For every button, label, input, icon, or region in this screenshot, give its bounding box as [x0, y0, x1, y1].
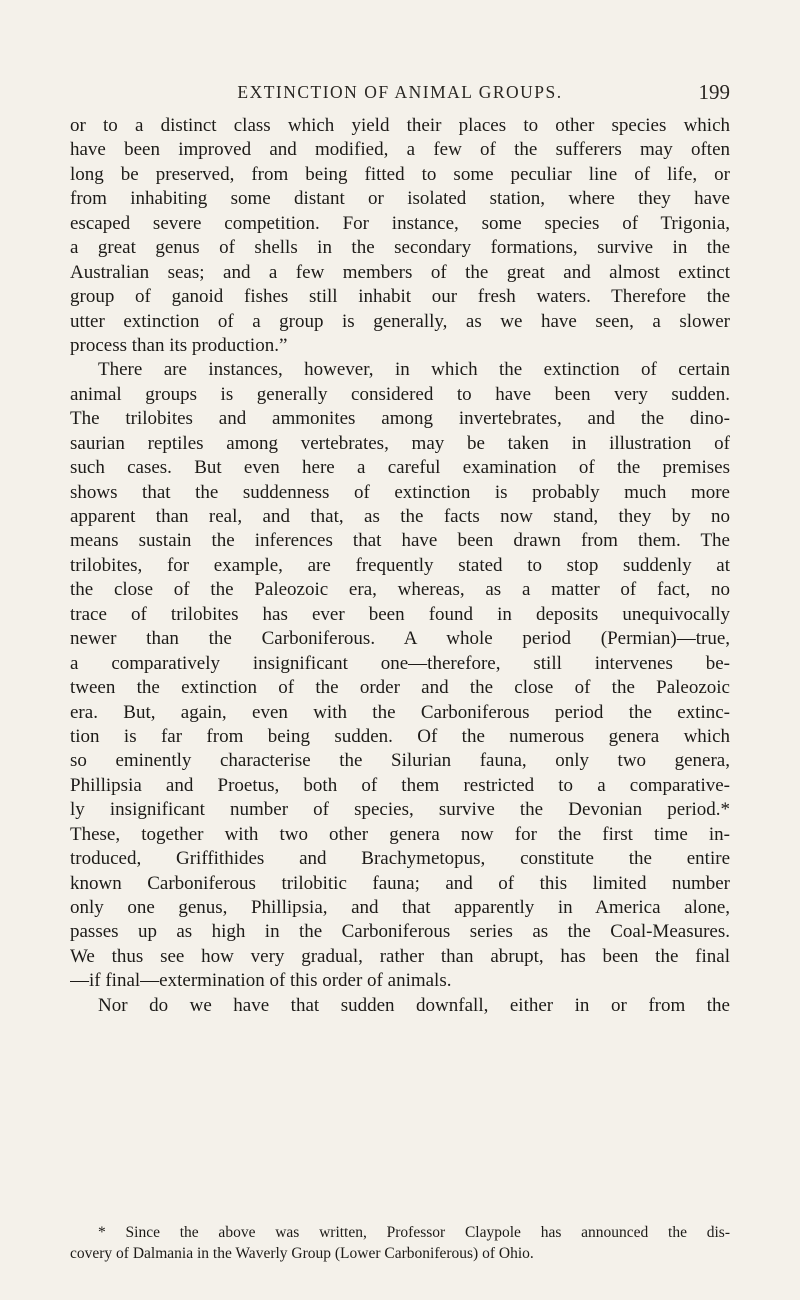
- text-line: have been improved and modified, a few of the sufferers may often: [70, 139, 730, 161]
- text-line: era. But, again, even with the Carboniferous period the extinc-: [70, 701, 730, 723]
- text-line: We thus see how very gradual, rather than abrupt, has been the final: [70, 945, 730, 967]
- text-line: shows that the suddenness of extinction is probably much more: [70, 481, 730, 503]
- text-line: Phillipsia and Proetus, both of them restricted to a comparative-: [70, 774, 730, 796]
- text-line: newer than the Carboniferous. A whole period (Permian)—true,: [70, 628, 730, 650]
- text-line: long be preserved, from being fitted to some peculiar line of life, or: [70, 163, 730, 185]
- text-line: animal groups is generally considered to have been very sudden.: [70, 383, 730, 405]
- body-text: [70, 114, 730, 1018]
- text-line: trilobites, for example, are frequently stated to stop suddenly at: [70, 554, 730, 576]
- paragraph-start-line: There are instances, however, in which the extinction of certain: [98, 359, 730, 381]
- text-line: means sustain the inferences that have been drawn from them. The: [70, 530, 730, 552]
- text-line: from inhabiting some distant or isolated station, where they have: [70, 188, 730, 210]
- text-line: group of ganoid fishes still inhabit our fresh waters. Therefore the: [70, 286, 730, 308]
- text-line: Australian seas; and a few members of the great and almost extinct: [70, 261, 730, 283]
- text-line: the close of the Paleozoic era, whereas, as a matter of fact, no: [70, 579, 730, 601]
- text-line: process than its production.”: [70, 334, 288, 356]
- text-line: apparent than real, and that, as the facts now stand, they by no: [70, 506, 730, 527]
- paragraph-start-line: Nor do we have that sudden downfall, either in or from the: [98, 994, 730, 1016]
- footnote-line: covery of Dalmania in the Waverly Group (Lower Carboniferous) of Ohio.: [70, 1245, 534, 1262]
- text-line: passes up as high in the Carboniferous series as the Coal-Measures.: [70, 921, 730, 943]
- text-line: escaped severe competition. For instance, some species of Trigonia,: [70, 212, 730, 234]
- text-line: troduced, Griffithides and Brachymetopus, constitute the entire: [70, 848, 730, 870]
- running-head: [70, 82, 730, 112]
- footnote: [70, 1222, 730, 1264]
- page-number: 199: [698, 80, 730, 104]
- text-line: so eminently characterise the Silurian fauna, only two genera,: [70, 750, 730, 772]
- text-line: tween the extinction of the order and the close of the Paleozoic: [70, 677, 730, 699]
- footnote-line: * Since the above was written, Professor Claypole has announced the dis-: [98, 1224, 730, 1241]
- running-title: EXTINCTION OF ANIMAL GROUPS.: [237, 82, 563, 102]
- text-line: saurian reptiles among vertebrates, may be taken in illustration of: [70, 432, 730, 454]
- text-line: tion is far from being sudden. Of the numerous genera which: [70, 725, 730, 747]
- text-line: such cases. But even here a careful examination of the premises: [70, 457, 730, 479]
- text-line: The trilobites and ammonites among invertebrates, and the dino-: [70, 408, 730, 430]
- text-line: utter extinction of a group is generally, as we have seen, a slower: [70, 310, 730, 332]
- text-line: only one genus, Phillipsia, and that apparently in America alone,: [70, 897, 730, 918]
- text-line: trace of trilobites has ever been found in deposits unequivocally: [70, 603, 730, 625]
- text-line: ly insignificant number of species, survive the Devonian period.*: [70, 799, 730, 821]
- text-line: These, together with two other genera now for the first time in-: [70, 823, 730, 845]
- text-line: or to a distinct class which yield their places to other species which: [70, 115, 730, 136]
- text-line: —if final—extermination of this order of animals.: [70, 970, 452, 992]
- text-line: known Carboniferous trilobitic fauna; and of this limited number: [70, 872, 730, 894]
- text-line: a comparatively insignificant one—therefore, still intervenes be-: [70, 652, 730, 674]
- text-line: a great genus of shells in the secondary formations, survive in the: [70, 237, 730, 259]
